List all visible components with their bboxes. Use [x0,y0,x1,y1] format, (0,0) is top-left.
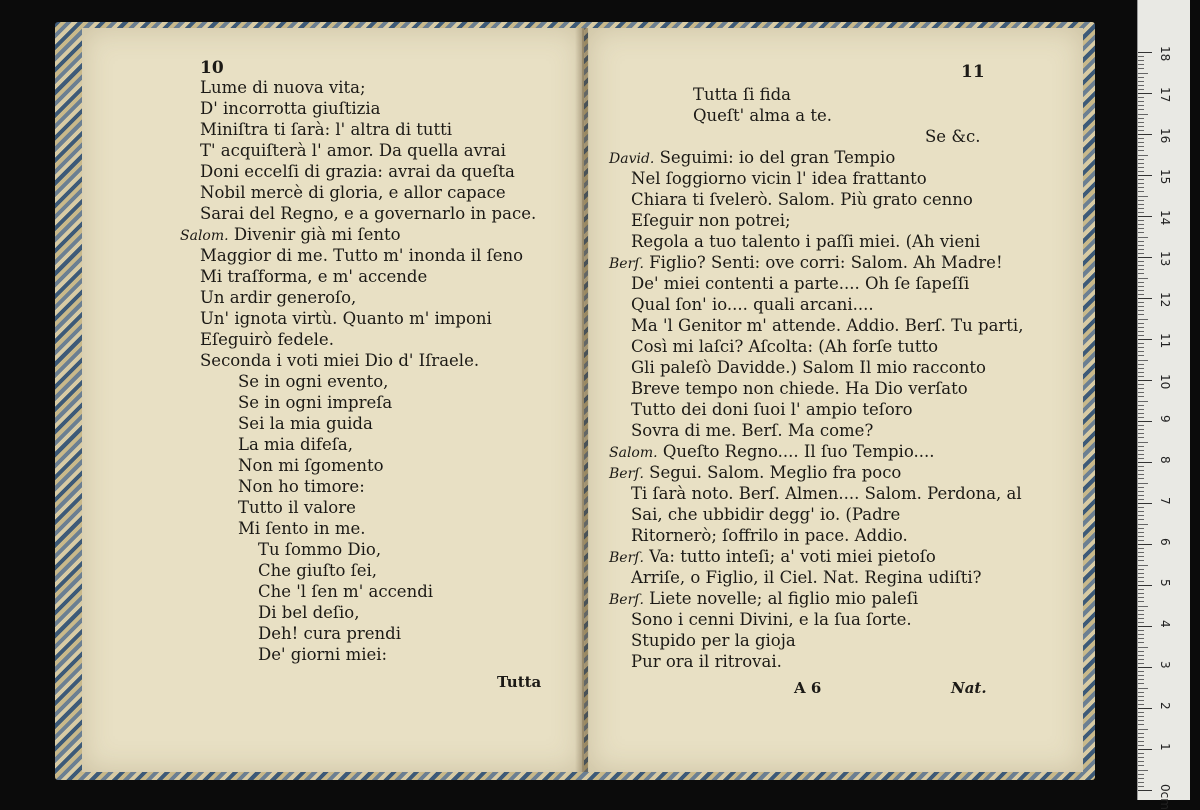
text-line: Mi ſento in me. [238,519,366,538]
ruler-mm-tick [1138,409,1144,410]
text-line: Sarai del Regno, e a governarlo in pace. [200,204,537,223]
ruler-mm-tick [1138,405,1144,406]
ruler-mm-tick [1138,712,1144,713]
text-line: De' giorni miei: [258,645,388,664]
ruler-mm-tick [1138,601,1144,602]
ruler-mm-tick [1138,68,1144,69]
ruler-mm-tick [1138,388,1144,389]
ruler-mm-tick [1138,261,1144,262]
ruler-mm-tick [1138,232,1144,233]
speaker-label: Berſ. [609,256,644,272]
ruler-mm-tick [1138,569,1144,570]
ruler-mm-tick [1138,220,1144,221]
ruler-mm-tick [1138,651,1144,652]
ruler-mm-tick [1138,171,1144,172]
ruler-mm-tick [1138,85,1144,86]
ruler-label: 8 [1158,456,1172,464]
text-line: Che 'l ſen m' accendi [258,582,434,601]
text-line: Un ardir generoſo, [200,288,357,307]
text-line: Non mi ſgomento [238,456,384,475]
text-line: Un' ignota virtù. Quanto m' imponi [200,309,492,328]
ruler-mm-tick [1138,278,1148,279]
ruler-mm-tick [1138,331,1144,332]
ruler-mm-tick [1138,396,1144,397]
ruler-mm-tick [1138,782,1144,783]
ruler-mm-tick [1138,81,1144,82]
text-line: Sovra di me. Berſ. Ma come? [631,421,874,440]
text-line: Breve tempo non chiede. Ha Dio verſato [631,379,968,398]
ruler-mm-tick [1138,392,1144,393]
ruler-mm-tick [1138,73,1148,74]
ruler-mm-tick [1138,474,1144,475]
ruler-cm-tick [1138,257,1152,258]
ruler-mm-tick [1138,647,1148,648]
ruler-mm-tick [1138,642,1144,643]
text-line: Arriſe, o Figlio, il Ciel. Nat. Regina udiſti? [631,568,982,587]
ruler-mm-tick [1138,634,1144,635]
ruler-mm-tick [1138,105,1144,106]
ruler-label: 5 [1158,579,1172,587]
ruler-mm-tick [1138,446,1144,447]
ruler-mm-tick [1138,204,1144,205]
text-line: Seconda i voti miei Dio d' Iſraele. [200,351,480,370]
text-line: Berſ. Figlio? Senti: ove corri: Salom. Ah Madre! [609,253,1003,272]
ruler-mm-tick [1138,466,1144,467]
measuring-ruler [1137,0,1190,810]
ruler-mm-tick [1138,355,1144,356]
text-line: Di bel deſio, [258,603,360,622]
ruler-mm-tick [1138,741,1144,742]
ruler-mm-tick [1138,491,1144,492]
ruler-mm-tick [1138,163,1144,164]
text-line: T' acquiſterà l' amor. Da quella avrai [200,141,506,160]
ruler-mm-tick [1138,368,1144,369]
ruler-mm-tick [1138,675,1144,676]
ruler-label: 14 [1158,210,1172,226]
text-line: Sei la mia guida [238,414,373,433]
ruler-mm-tick [1138,704,1144,705]
text-line: Chiara ti ſvelerò. Salom. Più grato cenno [631,190,973,209]
ruler-label: 15 [1158,169,1172,185]
ruler-mm-tick [1138,376,1144,377]
ruler-mm-tick [1138,786,1144,787]
ruler-label: 2 [1158,702,1172,710]
ruler-mm-tick [1138,606,1148,607]
ruler-mm-tick [1138,720,1144,721]
ruler-cm-tick [1138,626,1152,627]
ruler-mm-tick [1138,319,1148,320]
text-line: Salom. Queſto Regno.... Il ſuo Tempio.... [609,442,935,461]
ruler-mm-tick [1138,77,1144,78]
ruler-label: 6 [1158,538,1172,546]
ruler-mm-tick [1138,515,1144,516]
text-line: Se in ogni impreſa [238,393,393,412]
text-line: Nel ſoggiorno vicin l' idea frattanto [631,169,927,188]
ruler-mm-tick [1138,269,1144,270]
ruler-mm-tick [1138,249,1144,250]
text-line: Tutta ſi fida [693,85,792,104]
ruler-mm-tick [1138,212,1144,213]
ruler-label: 17 [1158,87,1172,103]
ruler-cm-tick [1138,544,1152,545]
text-line: Sai, che ubbidir degg' io. (Padre [631,505,901,524]
ruler-cm-tick [1138,216,1152,217]
ruler-mm-tick [1138,114,1148,115]
ruler-mm-tick [1138,437,1144,438]
text-line: Ma 'l Genitor m' attende. Addio. Berſ. Tu parti, [631,316,1024,335]
catchword: Tutta [497,673,542,691]
ruler-mm-tick [1138,618,1144,619]
ruler-mm-tick [1138,208,1144,209]
text-line: Berſ. Va: tutto inteſi; a' voti miei pietoſo [609,547,936,566]
ruler-mm-tick [1138,146,1144,147]
ruler-mm-tick [1138,671,1144,672]
ruler-mm-tick [1138,556,1144,557]
ruler-cm-tick [1138,790,1152,791]
ruler-mm-tick [1138,442,1148,443]
ruler-cm-tick [1138,749,1152,750]
ruler-cm-tick [1138,298,1152,299]
ruler-mm-tick [1138,770,1148,771]
ruler-label: 12 [1158,292,1172,308]
ruler-label: 7 [1158,497,1172,505]
ruler-mm-tick [1138,663,1144,664]
ruler-mm-tick [1138,200,1144,201]
ruler-mm-tick [1138,167,1144,168]
ruler-mm-tick [1138,495,1144,496]
text-line: De' miei contenti a parte.... Oh ſe ſapeſſi [631,274,970,293]
text-line: Sono i cenni Divini, e la ſua ſorte. [631,610,912,629]
ruler-mm-tick [1138,191,1144,192]
ruler-mm-tick [1138,228,1144,229]
ruler-mm-tick [1138,372,1144,373]
ruler-mm-tick [1138,97,1144,98]
ruler-mm-tick [1138,700,1144,701]
text-line: Eſeguirò fedele. [200,330,334,349]
ruler-mm-tick [1138,302,1144,303]
left-page [82,28,584,772]
ruler-mm-tick [1138,290,1144,291]
ruler-mm-tick [1138,659,1144,660]
text-line: Doni eccelſi di grazia: avrai da queſta [200,162,515,181]
ruler-mm-tick [1138,425,1144,426]
ruler-cm-tick [1138,462,1152,463]
ruler-mm-tick [1138,655,1144,656]
ruler-mm-tick [1138,745,1144,746]
text-line: Salom. Divenir già mi ſento [180,225,401,244]
ruler-mm-tick [1138,470,1144,471]
page-number: 11 [961,62,985,82]
ruler-mm-tick [1138,196,1148,197]
ruler-mm-tick [1138,589,1144,590]
ruler-mm-tick [1138,122,1144,123]
ruler-mm-tick [1138,138,1144,139]
ruler-mm-tick [1138,483,1148,484]
ruler-label: 3 [1158,661,1172,669]
ruler-mm-tick [1138,155,1148,156]
ruler-mm-tick [1138,245,1144,246]
ruler-cm-tick [1138,175,1152,176]
catchword: Nat. [951,679,987,697]
ruler-mm-tick [1138,433,1144,434]
ruler-mm-tick [1138,688,1148,689]
ruler-mm-tick [1138,187,1144,188]
ruler-mm-tick [1138,774,1144,775]
ruler-mm-tick [1138,150,1144,151]
ruler-mm-tick [1138,724,1144,725]
text-line: Così mi laſci? Aſcolta: (Ah forſe tutto [631,337,939,356]
ruler-mm-tick [1138,109,1144,110]
ruler-cm-tick [1138,421,1152,422]
ruler-label: 9 [1158,415,1172,423]
ruler-mm-tick [1138,683,1144,684]
text-line: Eſeguir non potrei; [631,211,791,230]
ruler-mm-tick [1138,130,1144,131]
ruler-cm-tick [1138,667,1152,668]
right-page [588,28,1083,772]
ruler-mm-tick [1138,729,1148,730]
text-line: Tutto dei doni ſuoi l' ampio teſoro [631,400,913,419]
ruler-cm-tick [1138,380,1152,381]
ruler-mm-tick [1138,478,1144,479]
ruler-label: 16 [1158,128,1172,144]
text-line: Se in ogni evento, [238,372,389,391]
ruler-mm-tick [1138,306,1144,307]
ruler-mm-tick [1138,765,1144,766]
ruler-mm-tick [1138,253,1144,254]
ruler-mm-tick [1138,310,1144,311]
ruler-mm-tick [1138,118,1144,119]
ruler-mm-tick [1138,622,1144,623]
ruler-mm-tick [1138,565,1148,566]
text-line: Gli paleſò Davidde.) Salom Il mio racconto [631,358,986,377]
ruler-label: 10 [1158,374,1172,390]
ruler-mm-tick [1138,282,1144,283]
ruler-mm-tick [1138,507,1144,508]
ruler-mm-tick [1138,573,1144,574]
text-line: Mi traſforma, e m' accende [200,267,428,286]
ruler-mm-tick [1138,56,1144,57]
ruler-mm-tick [1138,552,1144,553]
ruler-mm-tick [1138,179,1144,180]
ruler-mm-tick [1138,183,1144,184]
ruler-mm-tick [1138,454,1144,455]
ruler-mm-tick [1138,417,1144,418]
ruler-mm-tick [1138,314,1144,315]
ruler-mm-tick [1138,126,1144,127]
ruler-mm-tick [1138,64,1144,65]
signature-mark: A 6 [794,679,822,697]
ruler-mm-tick [1138,511,1144,512]
ruler-mm-tick [1138,450,1144,451]
ruler-mm-tick [1138,401,1148,402]
ruler-mm-tick [1138,327,1144,328]
ruler-mm-tick [1138,528,1144,529]
ruler-mm-tick [1138,237,1148,238]
ruler-cm-tick [1138,134,1152,135]
ruler-mm-tick [1138,737,1144,738]
ruler-mm-tick [1138,753,1144,754]
ruler-mm-tick [1138,142,1144,143]
ruler-cm-tick [1138,708,1152,709]
text-line: Lume di nuova vita; [200,78,366,97]
ruler-mm-tick [1138,273,1144,274]
ruler-cm-tick [1138,52,1152,53]
ruler-mm-tick [1138,351,1144,352]
ruler-mm-tick [1138,335,1144,336]
ruler-mm-tick [1138,60,1144,61]
ruler-mm-tick [1138,89,1144,90]
ruler-cm-tick [1138,503,1152,504]
speaker-label: Salom. [609,445,658,461]
ruler-mm-tick [1138,384,1144,385]
ruler-cm-tick [1138,93,1152,94]
text-line: David. Seguimi: io del gran Tempio [609,148,896,167]
ruler-mm-tick [1138,524,1148,525]
text-line: Regola a tuo talento i paſſi miei. (Ah vieni [631,232,981,251]
text-line: Pur ora il ritrovai. [631,652,782,671]
ruler-mm-tick [1138,692,1144,693]
text-line: Nobil mercè di gloria, e allor capace [200,183,506,202]
ruler-cm-tick [1138,339,1152,340]
ruler-mm-tick [1138,499,1144,500]
ruler-mm-tick [1138,286,1144,287]
ruler-mm-tick [1138,487,1144,488]
ruler-mm-tick [1138,159,1144,160]
ruler-mm-tick [1138,630,1144,631]
ruler-mm-tick [1138,577,1144,578]
ruler-mm-tick [1138,548,1144,549]
ruler-mm-tick [1138,360,1148,361]
ruler-mm-tick [1138,761,1144,762]
page-number: 10 [200,58,224,78]
ruler-label: 4 [1158,620,1172,628]
ruler-mm-tick [1138,101,1144,102]
text-line: Stupido per la gioja [631,631,796,650]
ruler-mm-tick [1138,519,1144,520]
text-line: Queſt' alma a te. [693,106,833,125]
text-line: Maggior di me. Tutto m' inonda il ſeno [200,246,524,265]
ruler-mm-tick [1138,581,1144,582]
ruler-mm-tick [1138,364,1144,365]
text-line: Qual ſon' io.... quali arcani.... [631,295,874,314]
speaker-label: Salom. [180,228,229,244]
text-line: Tutto il valore [238,498,356,517]
ruler-mm-tick [1138,532,1144,533]
text-line: Berſ. Segui. Salom. Meglio fra poco [609,463,902,482]
ruler-mm-tick [1138,679,1144,680]
ruler-mm-tick [1138,429,1144,430]
ruler-label: 1 [1158,743,1172,751]
speaker-label: David. [609,151,655,167]
ruler-mm-tick [1138,638,1144,639]
ruler-mm-tick [1138,614,1144,615]
text-line: Ritornerò; ſoffrilo in pace. Addio. [631,526,908,545]
ruler-mm-tick [1138,757,1144,758]
ruler-label: 11 [1158,333,1172,349]
text-line: Non ho timore: [238,477,365,496]
speaker-label: Berſ. [609,550,644,566]
ruler-cm-tick [1138,585,1152,586]
ruler-mm-tick [1138,597,1144,598]
ruler-mm-tick [1138,593,1144,594]
ruler-mm-tick [1138,560,1144,561]
ruler-mm-tick [1138,733,1144,734]
text-line: Miniſtra ti ſarà: l' altra di tutti [200,120,453,139]
ruler-mm-tick [1138,413,1144,414]
text-line: La mia difeſa, [238,435,353,454]
ruler-mm-tick [1138,323,1144,324]
ruler-label: 18 [1158,46,1172,62]
ruler-mm-tick [1138,294,1144,295]
speaker-label: Berſ. [609,592,644,608]
text-line: Se &c. [925,127,981,146]
text-line: Deh! cura prendi [258,624,402,643]
ruler-mm-tick [1138,696,1144,697]
ruler-mm-tick [1138,778,1144,779]
ruler-label: 13 [1158,251,1172,267]
ruler-mm-tick [1138,458,1144,459]
ruler-label: 0cm [1158,784,1172,810]
ruler-mm-tick [1138,536,1144,537]
ruler-mm-tick [1138,265,1144,266]
ruler-mm-tick [1138,343,1144,344]
text-line: Tu ſommo Dio, [258,540,382,559]
text-line: D' incorrotta giuſtizia [200,99,381,118]
ruler-mm-tick [1138,540,1144,541]
speaker-label: Berſ. [609,466,644,482]
ruler-mm-tick [1138,224,1144,225]
text-line: Che giuſto ſei, [258,561,378,580]
ruler-mm-tick [1138,347,1144,348]
ruler-mm-tick [1138,241,1144,242]
text-line: Ti ſarà noto. Berſ. Almen.... Salom. Perdona, al [631,484,1022,503]
text-line: Berſ. Liete novelle; al figlio mio paleſi [609,589,919,608]
ruler-mm-tick [1138,610,1144,611]
ruler-mm-tick [1138,716,1144,717]
